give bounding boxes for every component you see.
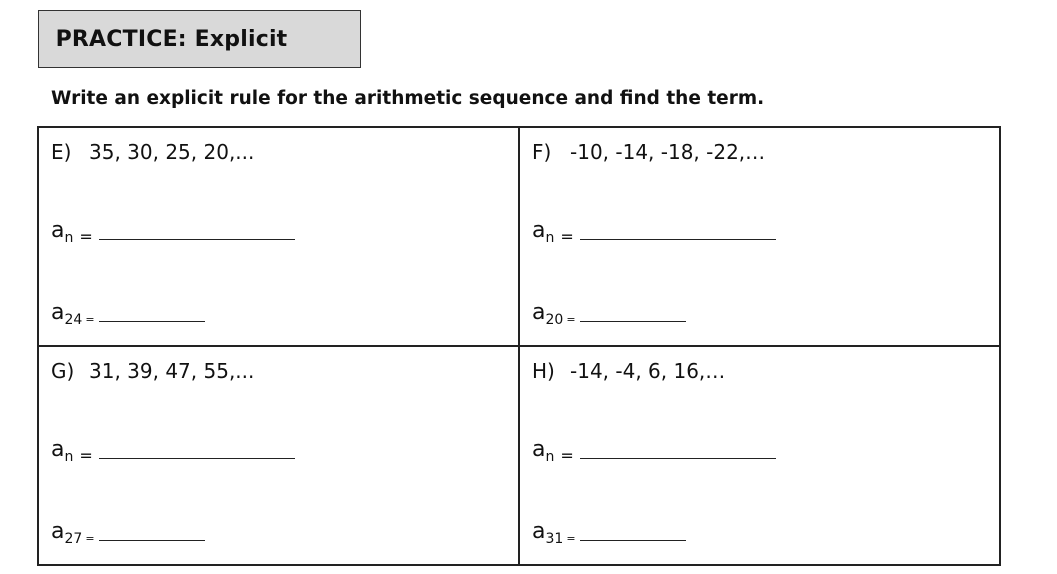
sequence-values: -10, -14, -18, -22,… (570, 140, 766, 164)
term-row (51, 300, 205, 328)
problem-grid (37, 126, 1001, 566)
equals-sign: = (566, 313, 576, 326)
term-symbol: $a_{27}$ (51, 519, 83, 547)
sequence-line (532, 140, 765, 164)
rule-answer-blank[interactable] (99, 458, 295, 459)
term-symbol: $a_{24}$ (51, 300, 83, 328)
equals-sign: = (560, 446, 574, 465)
equals-sign: = (560, 227, 574, 246)
rule-row (51, 218, 295, 246)
rule-row (532, 218, 776, 246)
term-answer-blank[interactable] (580, 321, 686, 322)
term-row (532, 519, 686, 547)
rule-symbol: $a_n$ (532, 218, 555, 246)
sequence-values: 35, 30, 25, 20,... (89, 140, 255, 164)
instructions: Write an explicit rule for the arithmetic sequence and find the term. (51, 88, 765, 109)
problem-h (520, 347, 999, 564)
title-box (38, 10, 361, 68)
worksheet-title: PRACTICE: Explicit (55, 26, 288, 52)
problem-e (39, 128, 520, 347)
rule-row (532, 437, 776, 465)
rule-answer-blank[interactable] (580, 458, 776, 459)
equals-sign: = (79, 446, 93, 465)
rule-answer-blank[interactable] (99, 239, 295, 240)
problem-letter: E) (51, 140, 72, 164)
term-symbol: $a_{31}$ (532, 519, 564, 547)
problem-letter: H) (532, 359, 555, 383)
rule-symbol: $a_n$ (51, 218, 74, 246)
problem-g (39, 347, 520, 564)
term-symbol: $a_{20}$ (532, 300, 564, 328)
problem-letter: F) (532, 140, 552, 164)
sequence-values: 31, 39, 47, 55,... (89, 359, 255, 383)
sequence-line (51, 140, 254, 164)
term-answer-blank[interactable] (580, 540, 686, 541)
sequence-line (51, 359, 254, 383)
rule-row (51, 437, 295, 465)
term-row (532, 300, 686, 328)
term-row (51, 519, 205, 547)
rule-symbol: $a_n$ (532, 437, 555, 465)
equals-sign: = (85, 313, 95, 326)
equals-sign: = (566, 532, 576, 545)
sequence-line (532, 359, 725, 383)
sequence-values: -14, -4, 6, 16,… (570, 359, 726, 383)
problem-letter: G) (51, 359, 75, 383)
rule-symbol: $a_n$ (51, 437, 74, 465)
problem-f (520, 128, 999, 347)
equals-sign: = (85, 532, 95, 545)
rule-answer-blank[interactable] (580, 239, 776, 240)
term-answer-blank[interactable] (99, 321, 205, 322)
equals-sign: = (79, 227, 93, 246)
term-answer-blank[interactable] (99, 540, 205, 541)
